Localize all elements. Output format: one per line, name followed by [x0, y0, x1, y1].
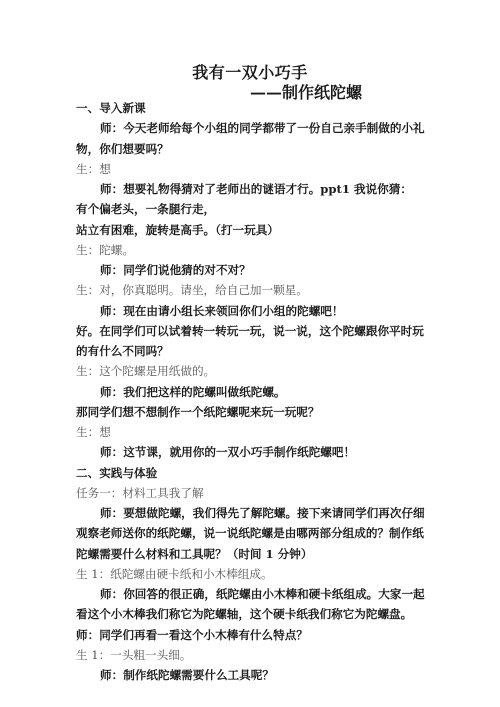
body-line: 师：要想做陀螺，我们得先了解陀螺。接下来请同学们再次仔细 — [100, 506, 425, 520]
body-line: 师：同学们说他猜的对不对？ — [100, 263, 251, 277]
body-line: 生 1：一头粗一头细。 — [76, 647, 192, 662]
body-line: 师：今天老师给每个小组的同学都带了一份自己亲手制做的小礼 — [100, 121, 425, 136]
body-line: 有个偏老头，一条腿行走， — [76, 202, 216, 217]
body-line: 师：想要礼物得猜对了老师出的谜语才行。ppt1 我说你猜： — [100, 182, 412, 196]
body-line: 陀螺需要什么材料和工具呢？（时间 1 分钟） — [76, 546, 313, 561]
body-line: 观察老师送你的纸陀螺，说一说纸陀螺是由哪两部分组成的？制作纸 — [76, 526, 424, 541]
body-line: 师：制作纸陀螺需要什么工具呢？ — [100, 668, 274, 682]
body-line: 生：想 — [76, 161, 111, 176]
body-line: 生：想 — [76, 425, 111, 439]
body-line: 师：这节课，就用你的一双小巧手制作纸陀螺吧！ — [100, 445, 356, 460]
section-heading: 一、导入新课 — [76, 101, 146, 115]
body-line: 看这个小木棒我们称它为陀螺轴，这个硬卡纸我们称它为陀螺盘。 — [76, 607, 413, 622]
body-line: 好。在同学们可以试着转一转玩一玩，说一说，这个陀螺跟你平时玩 — [76, 323, 424, 338]
body-line: 物，你们想要吗？ — [76, 141, 169, 156]
document-title: 我有一双小巧手 — [192, 63, 308, 82]
body-line: 师：你回答的很正确，纸陀螺由小木棒和硬卡纸组成。大家一起 — [100, 587, 425, 601]
body-line: 师：现在由请小组长来领回你们小组的陀螺吧！ — [100, 303, 344, 318]
body-line: 师：同学们再看一看这个小木棒有什么特点？ — [76, 627, 308, 642]
body-line: 师：我们把这样的陀螺叫做纸陀螺。 — [100, 384, 286, 399]
body-line: 任务一：材料工具我了解 — [76, 485, 204, 500]
section-heading: 二、实践与体验 — [76, 465, 158, 480]
body-line: 站立有困难，旋转是高手。（打一玩具） — [76, 222, 279, 237]
body-line: 生：这个陀螺是用纸做的。 — [76, 364, 216, 379]
body-line: 那同学们想不想制作一个纸陀螺呢来玩一玩呢？ — [76, 404, 320, 419]
document-body — [76, 98, 430, 685]
document-subtitle: ——制作纸陀螺 — [250, 83, 363, 102]
body-line: 生 1：纸陀螺由硬卡纸和小木棒组成。 — [76, 566, 273, 581]
body-line: 生：陀螺。 — [76, 242, 134, 257]
body-line: 生：对，你真聪明。请坐，给自己加一颗星。 — [76, 283, 308, 298]
body-line: 的有什么不同吗？ — [76, 344, 169, 358]
